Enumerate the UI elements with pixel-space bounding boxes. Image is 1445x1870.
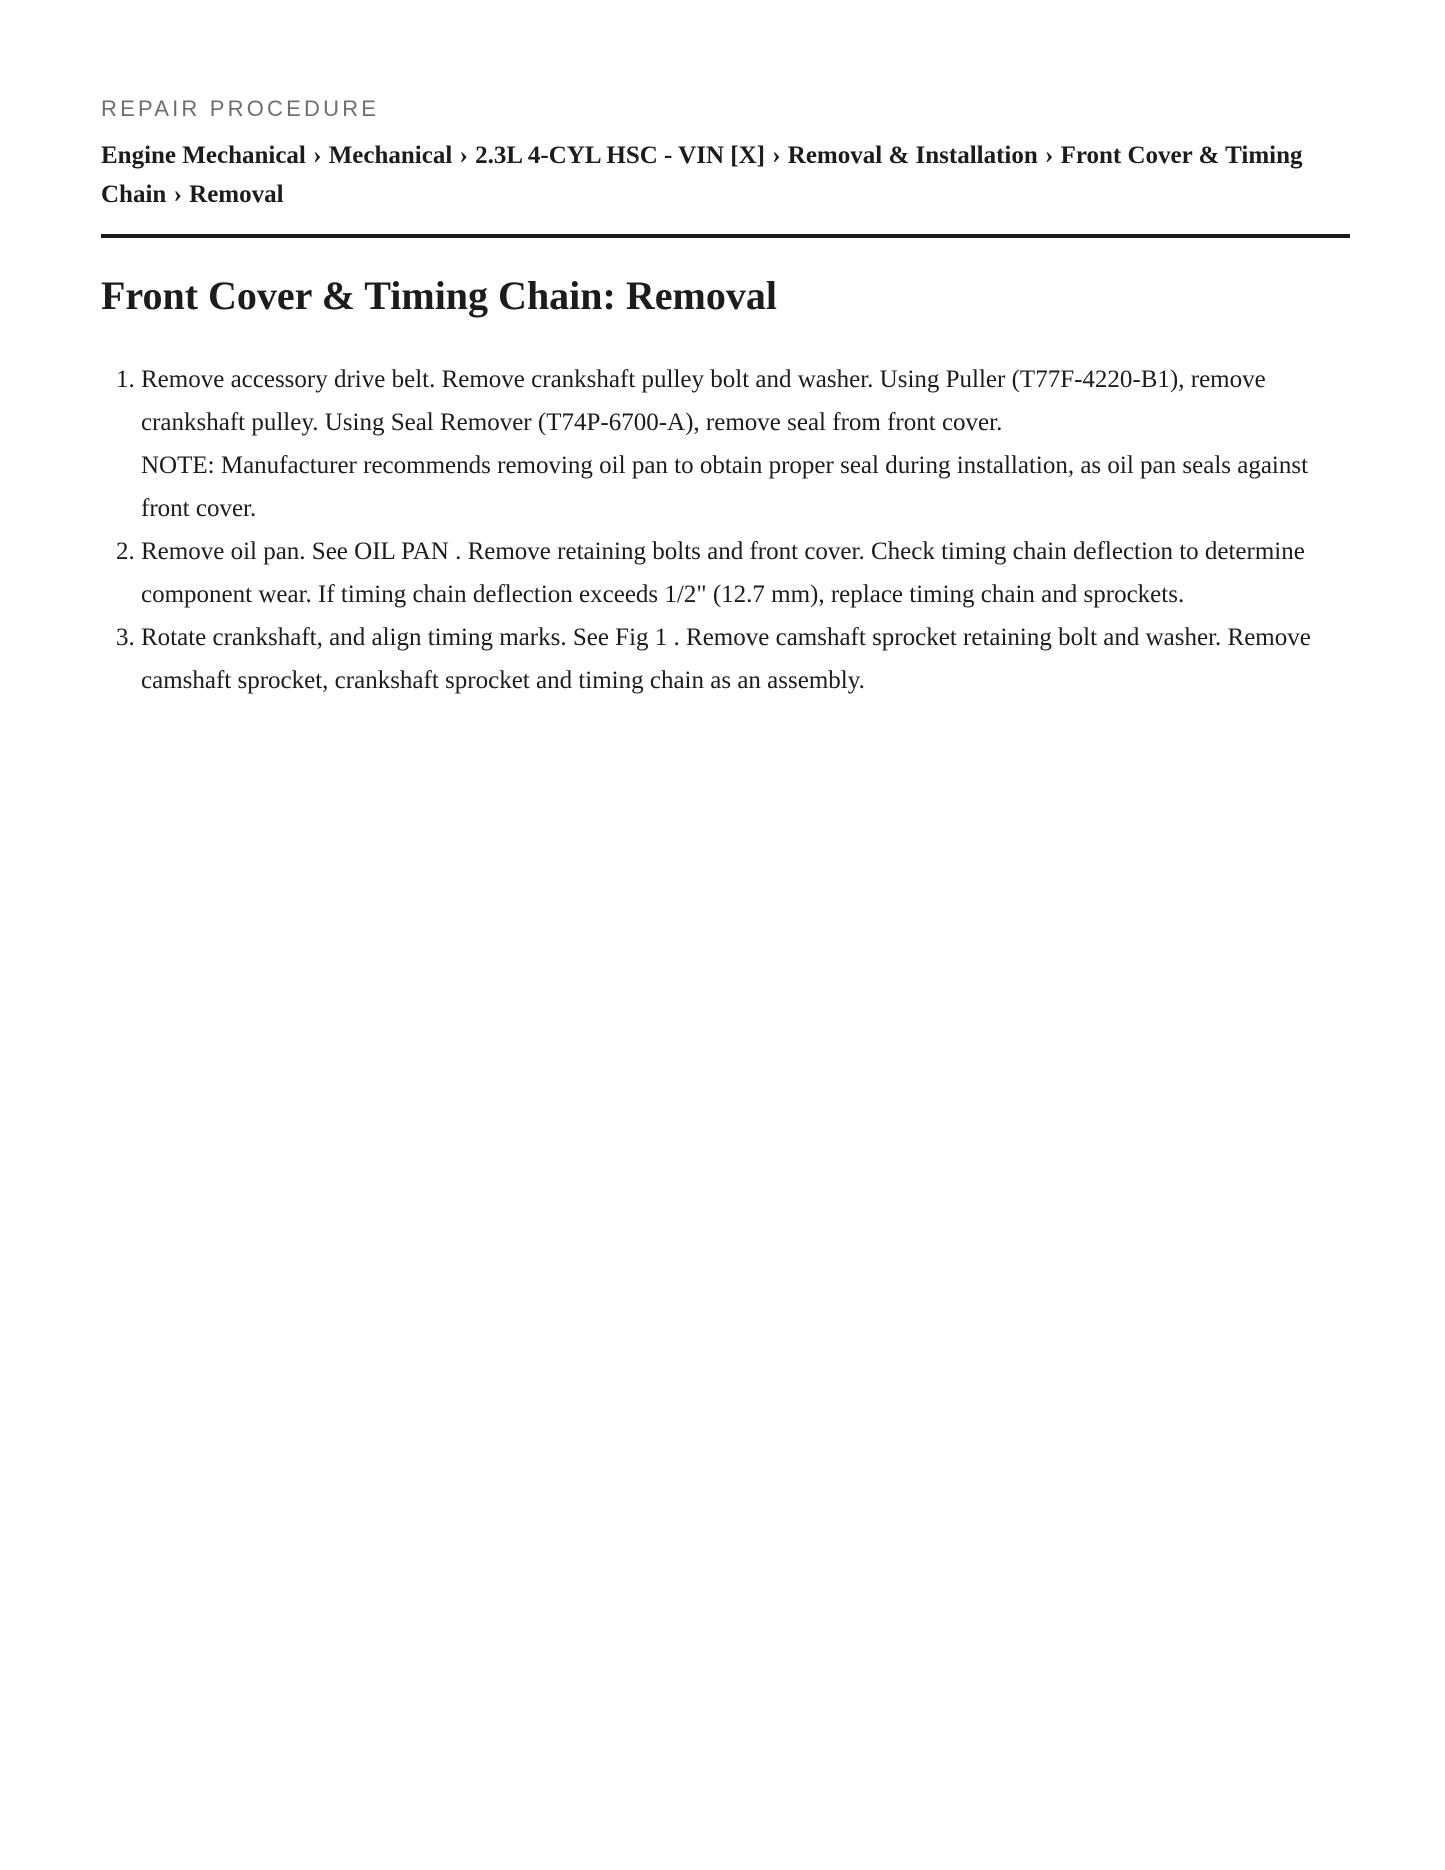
breadcrumb-separator: › bbox=[313, 142, 322, 169]
breadcrumb-item-mechanical[interactable]: Mechanical bbox=[328, 142, 453, 169]
breadcrumb-item-engine-variant[interactable]: 2.3L 4-CYL HSC - VIN [X] bbox=[475, 142, 765, 169]
breadcrumb-separator: › bbox=[459, 142, 468, 169]
breadcrumb-item-removal-installation[interactable]: Removal & Installation bbox=[787, 142, 1038, 169]
step-text: Remove accessory drive belt. Remove crankshaft pulley bolt and washer. Using Puller (T77F-4220-B1), remove crankshaft pulley. Using Seal Remover (T74P-6700-A), remove seal from front cover. bbox=[141, 366, 1266, 436]
step-note: NOTE: Manufacturer recommends removing oil pan to obtain proper seal during installation, as oil pan seals against front cover. bbox=[141, 452, 1309, 522]
breadcrumb-separator: › bbox=[772, 142, 781, 169]
procedure-step bbox=[141, 616, 1350, 702]
breadcrumb-item-front-cover-timing-chain[interactable]: Front Cover & Timing Chain bbox=[101, 142, 1303, 208]
step-text: Remove oil pan. See OIL PAN . Remove retaining bolts and front cover. Check timing chain deflection to determine component wear. If timing chain deflection exceeds 1/2" (12.7 mm), replace timing chain and sprockets. bbox=[141, 538, 1305, 608]
breadcrumb-item-engine-mechanical[interactable]: Engine Mechanical bbox=[101, 142, 306, 169]
procedure-steps-list bbox=[101, 358, 1350, 702]
breadcrumb-separator: › bbox=[1045, 142, 1054, 169]
breadcrumb bbox=[101, 136, 1350, 238]
step-text: Rotate crankshaft, and align timing marks. See Fig 1 . Remove camshaft sprocket retaining bolt and washer. Remove camshaft sprocket, crankshaft sprocket and timing chain as an assembly. bbox=[141, 624, 1311, 694]
breadcrumb-item-removal: Removal bbox=[189, 181, 284, 208]
section-eyebrow: REPAIR PROCEDURE bbox=[101, 96, 380, 121]
procedure-step bbox=[141, 358, 1350, 530]
page-title: Front Cover & Timing Chain: Removal bbox=[101, 273, 777, 318]
procedure-step bbox=[141, 530, 1350, 616]
document-page bbox=[0, 0, 1445, 702]
breadcrumb-separator: › bbox=[173, 181, 182, 208]
